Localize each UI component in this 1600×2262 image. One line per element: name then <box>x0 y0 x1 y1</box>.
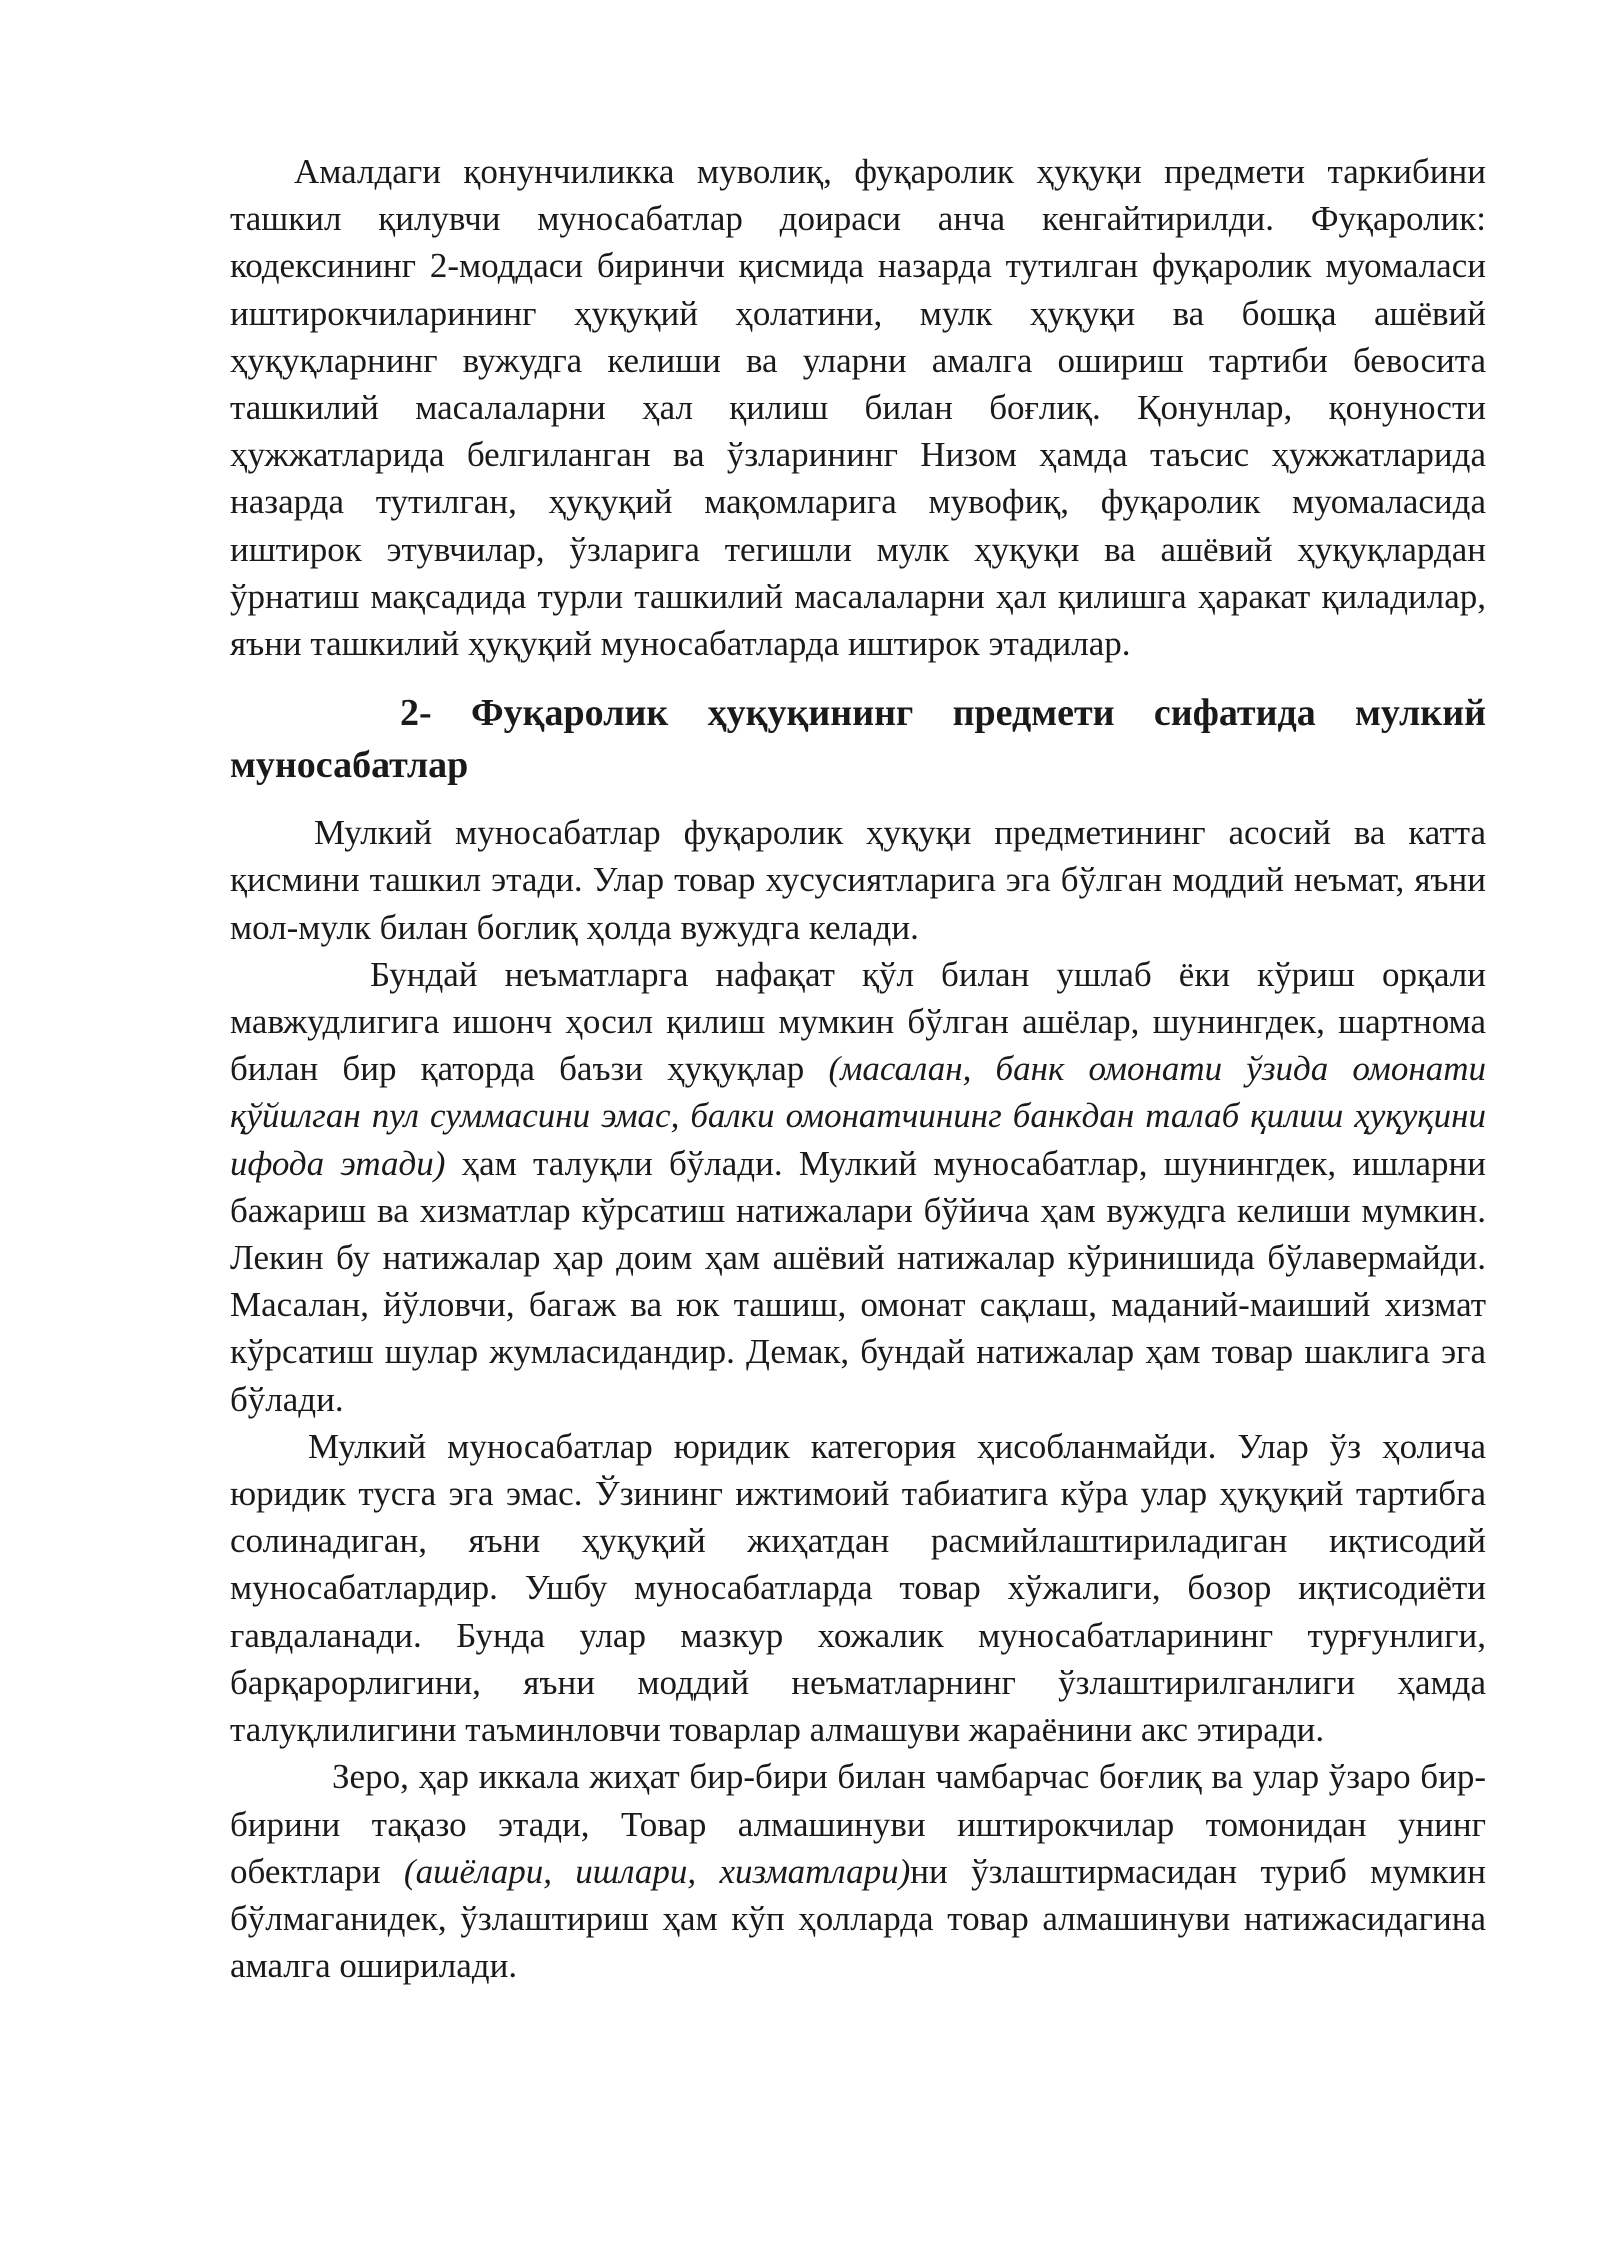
section-heading: 2- Фуқаролик ҳуқуқининг предмети сифатида мулкий муносабатлар <box>230 692 1486 787</box>
paragraph-4: Мулкий муносабатлар юридик категория ҳисобланмайди. Улар ўз ҳолича юридик тусга эга эмас. Ўзининг ижтимоий табиатига кўра улар ҳуқуқий тартибга солинадиган, яъни ҳуқуқий жиҳатдан расмийлаштириладиган иқтисодий муносабатлардир. Ушбу муносабатларда товар хўжалиги, бозор иқтисодиёти гавдаланади. Бунда улар мазкур хожалик муносабатларининг турғунлиги, барқарорлигини, яъни моддий неъматларнинг ўзлаштирилганлиги ҳамда талуқлилигини таъминловчи товарлар алмашуви жараёнини акс этиради. <box>230 1426 1486 1750</box>
paragraph-3-italic: (масалан, банк омонати ўзида омонати қўйилган пул суммасини эмас, балки омонатчининг банкдан талаб қилиш ҳуқуқини ифода этади) <box>230 1049 1486 1183</box>
paragraph-5-text-b: ни ўзлаштирмасидан туриб мумкин бўлмаганидек, ўзлаштириш ҳам кўп ҳолларда товар алмашинуви натижасидагина амалга оширилади. <box>230 1851 1486 1986</box>
paragraph-1: Амалдаги қонунчиликка муволиқ, фуқаролик ҳуқуқи предмети таркибини ташкил қилувчи муносабатлар доираси анча кенгайтирилди. Фуқаролик: кодексининг 2-моддаси биринчи қисмида назарда тутилган фуқаролик муомаласи иштирокчиларининг ҳуқуқий ҳолатини, мулк ҳуқуқи ва бошқа ашёвий ҳуқуқларнинг вужудга келиши ва уларни амалга ошириш тартиби бевосита ташкилий масалаларни ҳал қилиш билан боғлиқ. Қонунлар, қонуности ҳужжатларида белгиланган ва ўзларининг Низом ҳамда таъсис ҳужжатларида назарда тутилган, ҳуқуқий мақомларига мувофиқ, фуқаролик муомаласида иштирок этувчилар, ўзларига тегишли мулк ҳуқуқи ва ашёвий ҳуқуқлардан ўрнатиш мақсадида турли ташкилий масалаларни ҳал қилишга ҳаракат қиладилар, яъни ташкилий ҳуқуқий муносабатларда иштирок этадилар. <box>230 152 1486 664</box>
paragraph-3-text-a: Бундай неъматларга нафақат қўл билан ушлаб ёки кўриш орқали мавжудлигига ишонч ҳосил қилиш мумкин бўлган ашёлар, шунингдек, шартнома билан бир қаторда баъзи ҳуқуқлар <box>230 954 1486 1089</box>
paragraph-3-text-b: ҳам талуқли бўлади. Мулкий муносабатлар, шунингдек, ишларни бажариш ва хизматлар кўрсатиш натижалари бўйича ҳам вужудга келиши мумкин. Лекин бу натижалар ҳар доим ҳам ашёвий натижалар кўринишида бўлавермайди. Масалан, йўловчи, багаж ва юк ташиш, омонат сақлаш, маданий-маиший хизмат кўрсатиш шулар жумласидандир. Демак, бундай натижалар ҳам товар шаклига эга бўлади. <box>230 1143 1486 1419</box>
paragraph-5 <box>230 1753 1486 1989</box>
paragraph-5-text-a: Зеро, ҳар иккала жиҳат бир-бири билан чамбарчас боғлиқ ва улар ўзаро бир-бирини тақазо этади, Товар алмашинуви иштирокчилар томонидан унинг обектлари <box>230 1757 1486 1891</box>
paragraph-5-italic: (ашёлари, ишлари, хизматлари) <box>403 1851 911 1891</box>
paragraph-2: Мулкий муносабатлар фуқаролик ҳуқуқи предметининг асосий ва катта қисмини ташкил этади. Улар товар хусусиятларига эга бўлган моддий неъмат, яъни мол-мулк билан боглиқ ҳолда вужудга келади. <box>230 813 1486 947</box>
paragraph-3 <box>230 951 1486 1423</box>
document-page <box>230 148 1486 1989</box>
